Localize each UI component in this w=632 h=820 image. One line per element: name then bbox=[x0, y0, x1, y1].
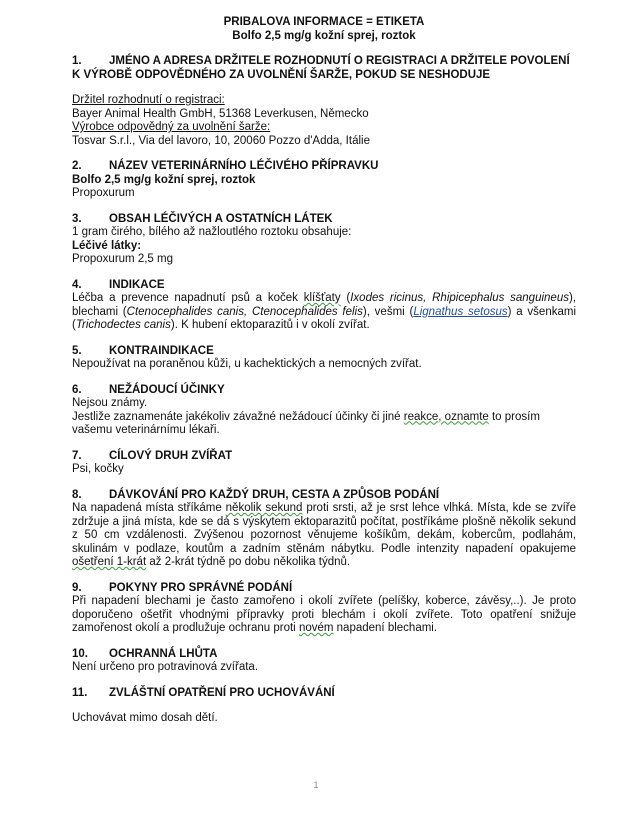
maker-label: Výrobce odpovědný za uvolnění šarže: bbox=[72, 121, 271, 133]
italic-run: Ixodes ricinus, Rhipicephalus sanguineus bbox=[350, 292, 569, 304]
section-title: POKYNY PRO SPRÁVNÉ PODÁNÍ bbox=[109, 581, 293, 594]
section-11 bbox=[72, 687, 576, 726]
section-4-heading bbox=[72, 279, 576, 293]
section-2 bbox=[72, 160, 576, 201]
holder-text: Bayer Animal Health GmbH, 51368 Leverkusen, Německo bbox=[72, 107, 369, 120]
section-number: 4. bbox=[72, 278, 82, 291]
section-10-heading bbox=[72, 648, 576, 662]
product-title: Bolfo 2,5 mg/g kožní sprej, roztok bbox=[232, 29, 416, 42]
text-run: ). K hubení ektoparazitů i v okolí zvířat. bbox=[170, 319, 370, 331]
section-number: 8. bbox=[72, 488, 82, 501]
section-title: INDIKACE bbox=[109, 278, 165, 291]
section-1 bbox=[72, 55, 576, 148]
product-name: Bolfo 2,5 mg/g kožní sprej, roztok bbox=[72, 173, 256, 186]
section-number: 7. bbox=[72, 449, 82, 462]
section-3-heading bbox=[72, 213, 576, 227]
section-number: 2. bbox=[72, 160, 82, 172]
section-title: ZVLÁŠTNÍ OPATŘENÍ PRO UCHOVÁVÁNÍ bbox=[109, 686, 335, 699]
text-run: ), vešmi ( bbox=[362, 305, 414, 318]
maker-text: Tosvar S.r.l., Via del lavoro, 10, 20060 Pozzo d'Adda, Itálie bbox=[72, 134, 370, 147]
section-title: NEŽÁDOUCÍ ÚČINKY bbox=[109, 383, 225, 396]
section-number: 11. bbox=[72, 686, 88, 699]
section-6-heading bbox=[72, 384, 576, 398]
text-run: až 2-krát týdně po dobu několika týdnů. bbox=[146, 556, 351, 568]
withdrawal-text: Není určeno pro potravinová zvířata. bbox=[72, 661, 259, 673]
section-title: OCHRANNÁ LHŮTA bbox=[109, 647, 218, 660]
text-run: Na napadená místa stříkáme bbox=[72, 502, 226, 514]
text-run: proti srsti, až je srst lehce vlhká. Místa, kde se zvíře zdržuje a jiná místa, kde se dá s výskytem ektoparazitů počítat, postříkáme plošně několik sekund z 50 cm vzdálenosti. Zvýšenou pozornost věnujeme košíkům, dekám, kobercům, podlahám, skulinám v podlaze, koutům a zadním stěnám nábytku. Podle intenzity napadení opakujeme bbox=[72, 502, 576, 555]
section-number: 6. bbox=[72, 383, 82, 396]
spellcheck-word: ošetření 1-krát bbox=[72, 556, 147, 568]
document-title: PRIBALOVA INFORMACE = ETIKETA bbox=[223, 16, 425, 28]
spellcheck-word: reakce, oznamte bbox=[403, 410, 489, 423]
section-8 bbox=[72, 489, 576, 570]
section-number: 5. bbox=[72, 344, 82, 357]
instructions-text bbox=[72, 595, 576, 636]
contraindication-text: Nepoužívat na poraněnou kůži, u kachektických a nemocných zvířat. bbox=[72, 358, 422, 370]
active-substance: Propoxurum bbox=[72, 187, 135, 199]
storage-text: Uchovávat mimo dosah dětí. bbox=[72, 712, 218, 724]
section-5 bbox=[72, 345, 576, 372]
section-10 bbox=[72, 648, 576, 675]
section-title: DÁVKOVÁNÍ PRO KAŽDÝ DRUH, CESTA A ZPŮSOB PODÁNÍ bbox=[109, 488, 440, 501]
text-run: to prosím vašemu veterinárnímu lékaři. bbox=[72, 410, 540, 436]
active-substances-label: Léčivé látky: bbox=[72, 239, 142, 252]
text-run: napadení blechami. bbox=[333, 622, 438, 634]
indication-text bbox=[72, 292, 576, 333]
composition-amount: Propoxurum 2,5 mg bbox=[72, 253, 173, 265]
spellcheck-word: několik sekund bbox=[225, 502, 303, 514]
section-title: KONTRAINDIKACE bbox=[109, 344, 214, 357]
section-7 bbox=[72, 450, 576, 477]
text-run: ) a všenkami ( bbox=[72, 305, 576, 331]
section-number: 10. bbox=[72, 647, 88, 660]
target-species-text: Psi, kočky bbox=[72, 463, 124, 475]
document-header bbox=[72, 16, 576, 43]
italic-run: Ctenocephalides canis, Ctenocephalides felis bbox=[126, 305, 363, 318]
text-run: Jestliže zaznamenáte jakékoliv závažné nežádoucí účinky či jiné bbox=[72, 410, 404, 423]
adverse-effects-text: Nejsou známy. bbox=[72, 397, 148, 409]
section-number: 1. bbox=[72, 55, 82, 67]
holder-label: Držitel rozhodnutí o registraci: bbox=[72, 94, 225, 106]
italic-run: Trichodectes canis bbox=[75, 319, 171, 331]
section-4 bbox=[72, 279, 576, 333]
text-run: ), blechami ( bbox=[72, 292, 577, 318]
section-5-heading bbox=[72, 345, 576, 359]
section-number: 9. bbox=[72, 581, 82, 594]
composition-text: 1 gram čirého, bílého až nažloutlého roztoku obsahuje: bbox=[72, 226, 352, 238]
section-8-heading bbox=[72, 489, 576, 503]
section-number: 3. bbox=[72, 212, 82, 225]
section-9 bbox=[72, 582, 576, 636]
section-6 bbox=[72, 384, 576, 438]
dosage-text bbox=[72, 502, 576, 570]
section-11-heading bbox=[72, 687, 576, 701]
section-title: OBSAH LÉČIVÝCH A OSTATNÍCH LÁTEK bbox=[109, 212, 333, 225]
section-title: NÁZEV VETERINÁRNÍHO LÉČIVÉHO PŘÍPRAVKU bbox=[109, 160, 379, 172]
section-3 bbox=[72, 213, 576, 267]
section-title: CÍLOVÝ DRUH ZVÍŘAT bbox=[109, 449, 233, 462]
page-number: 1 bbox=[313, 780, 319, 790]
section-7-heading bbox=[72, 450, 576, 464]
species-link[interactable]: Lignathus setosus bbox=[413, 305, 508, 318]
section-2-heading bbox=[72, 160, 576, 174]
text-run: Při napadení blechami je často zamořeno i okolí zvířete (pelíšky, koberce, závěsy,..). Je proto doporučeno ošetřit vhodnými přípravky proti blechám i okolí zvířete. Toto opatření snižuje zamořenost okolí a prodlužuje ochranu proti bbox=[72, 595, 576, 634]
report-text bbox=[72, 411, 576, 438]
spellcheck-word: klíšťaty bbox=[303, 292, 341, 304]
spellcheck-word: novém bbox=[298, 622, 334, 634]
text-run: Léčba a prevence napadnutí psů a koček bbox=[72, 292, 304, 304]
section-9-heading bbox=[72, 582, 576, 596]
section-1-heading bbox=[72, 55, 576, 82]
text-run: ( bbox=[340, 292, 351, 304]
section-title: JMÉNO A ADRESA DRŽITELE ROZHODNUTÍ O REGISTRACI A DRŽITELE POVOLENÍ K VÝROBĚ ODPOVĚDNÉHO ZA UVOLNĚNÍ ŠARŽE, POKUD SE NESHODUJE bbox=[72, 55, 570, 81]
